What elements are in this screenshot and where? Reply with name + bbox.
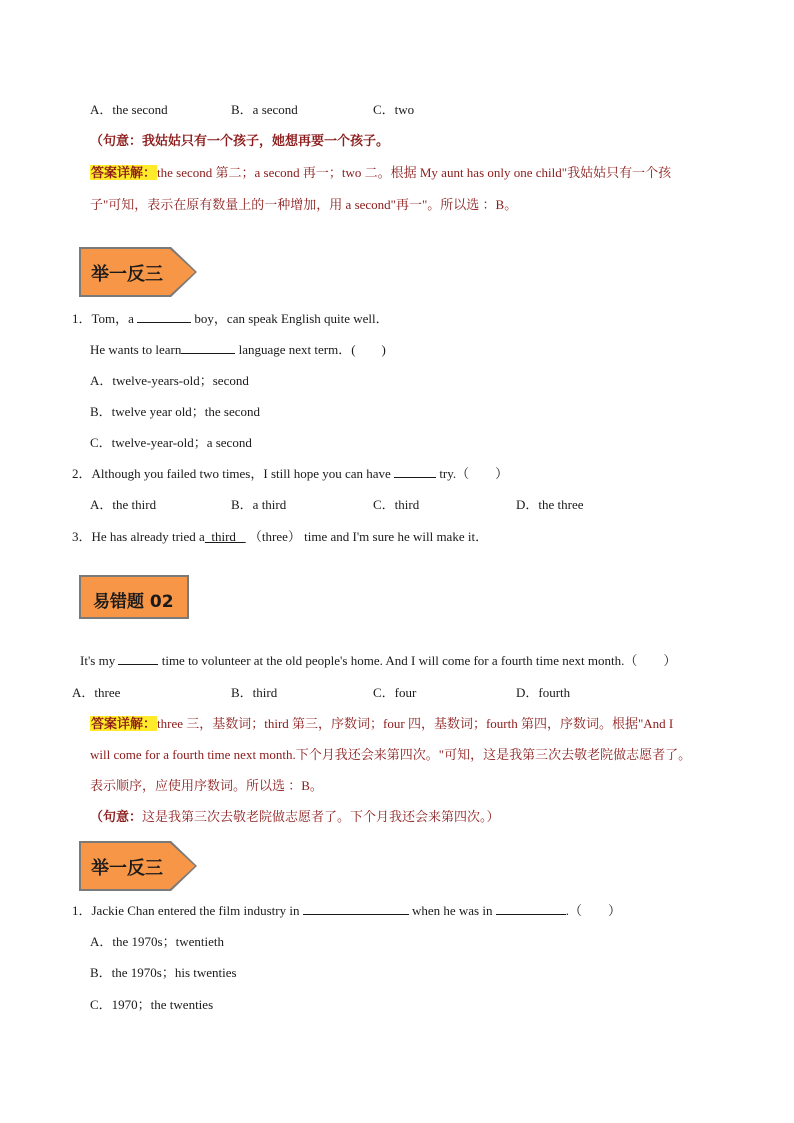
practice1-q1-line1	[72, 310, 389, 328]
mid-explanation-line-2: will come for a fourth time next month.下个月我还会来第四次。"可知，这是我第三次去敬老院做志愿者了。	[90, 747, 692, 762]
section-badge-practice-2	[79, 841, 197, 891]
practice2-q1-option-a: A．the 1970s；twentieth	[90, 934, 224, 949]
answer-blank	[496, 902, 566, 915]
q1-text-b: boy，can speak English quite well．	[194, 311, 389, 326]
mid-explanation-line-3: 表示顺序，应使用序数词。所以选 ：B。	[90, 778, 323, 793]
explanation-line-1	[90, 164, 671, 182]
stem-b: time to volunteer at the old people's home. And I will come for a fourth time next month.（ ）	[161, 653, 677, 668]
practice1-q1-option-b: B．twelve year old；the second	[90, 404, 261, 419]
q1-text-d: language next term．( )	[238, 342, 386, 357]
mid-option-c: C．four	[373, 685, 417, 700]
mid-option-a: A．three	[72, 685, 121, 700]
explain-label: 答案详解：	[91, 716, 157, 731]
practice1-q1-option-a: A．twelve-years-old；second	[90, 373, 249, 388]
practice1-q2-option-b: B．a third	[231, 497, 287, 512]
q1-text-a: 1．Jackie Chan entered the film industry in	[72, 903, 300, 918]
practice1-q2-option-a: A．the third	[90, 497, 157, 512]
mid-translation	[90, 808, 500, 826]
explanation-line-2: 子"可知，表示在原有数量上的一种增加，用 a second"再一"。所以选 ：B。	[90, 197, 518, 212]
mid-explanation-line-1	[90, 715, 673, 733]
q1-text-c: .（ ）	[565, 903, 621, 918]
section-badge-error-prone-02	[79, 575, 189, 619]
practice1-q1-line2	[90, 341, 386, 359]
section-badge-practice-1	[79, 247, 197, 297]
option-b: B．a second	[231, 102, 298, 117]
mid-option-d: D．fourth	[516, 685, 571, 700]
badge-label: 举一反三	[91, 264, 163, 285]
explain-text-1: three 三，基数词；third 第三，序数词；four 四，基数词；fourth 第四，序数词。根据"And I	[157, 716, 674, 731]
q1-text-c: He wants to learn	[90, 342, 182, 357]
q1-text-b: when he was in	[411, 903, 493, 918]
q2-text-a: 2．Although you failed two times，I still hope you can have	[72, 466, 391, 481]
mid-question-stem	[80, 652, 676, 670]
mid-option-b: B．third	[231, 685, 278, 700]
translation-text: （句意：我姑姑只有一个孩子，她想再要一个孩子。	[90, 133, 390, 148]
answer-blank	[181, 341, 235, 354]
q2-text-b: try.（ ）	[439, 466, 509, 481]
practice1-q2-option-c: C．third	[373, 497, 420, 512]
answer-blank	[303, 902, 409, 915]
practice2-q1	[72, 902, 621, 920]
stem-a: It's my	[80, 653, 116, 668]
q1-text-a: 1．Tom，a	[72, 311, 134, 326]
practice1-q2-option-d: D．the three	[516, 497, 584, 512]
answer-blank	[394, 465, 436, 478]
answer-blank	[118, 652, 158, 665]
practice1-q2	[72, 465, 508, 483]
translation-label: （句意：	[90, 809, 143, 824]
practice2-q1-option-c: C．1970；the twenties	[90, 997, 214, 1012]
q3-text-b: （three） time and I'm sure he will make it．	[248, 529, 489, 544]
explain-label: 答案详解：	[91, 165, 157, 180]
answer-blank	[137, 310, 191, 323]
badge-label: 易错题 02	[93, 592, 174, 612]
practice1-q3	[72, 528, 488, 546]
q3-text-a: 3．He has already tried a	[72, 529, 205, 544]
translation-text: 这是我第三次去敬老院做志愿者了。下个月我还会来第四次。）	[142, 809, 500, 824]
practice1-q1-option-c: C．twelve-year-old；a second	[90, 435, 252, 450]
option-a: A．the second	[90, 102, 168, 117]
option-c: C．two	[373, 102, 415, 117]
practice2-q1-option-b: B．the 1970s；his twenties	[90, 965, 237, 980]
q3-filled-answer: third	[204, 529, 246, 544]
translation	[90, 132, 389, 150]
badge-label: 举一反三	[91, 858, 163, 879]
explain-text-1: the second 第二；a second 再一；two 二。根据 My aunt has only one child"我姑姑只有一个孩	[157, 165, 672, 180]
